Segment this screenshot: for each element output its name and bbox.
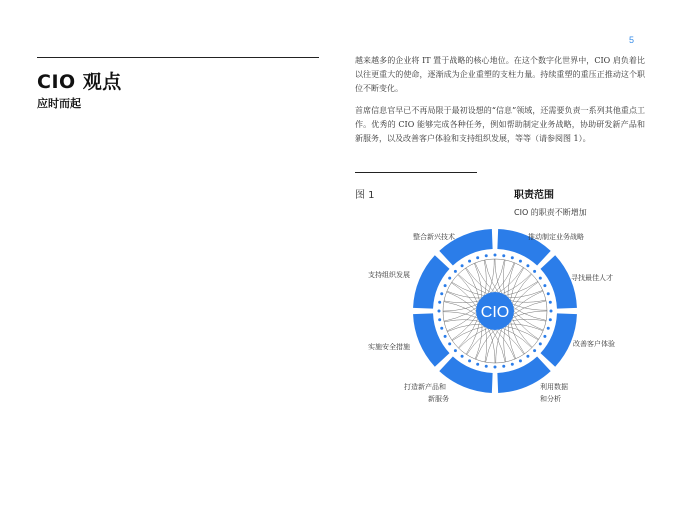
mesh-dot <box>485 254 488 257</box>
segment-label-data-analytics-2: 和分析 <box>540 395 561 403</box>
page-title: CIO 观点 <box>37 71 122 93</box>
mesh-dot <box>539 277 542 280</box>
segment-label-data-analytics-1: 利用数据 <box>540 383 568 391</box>
segment-label-emerging-tech: 整合新兴技术 <box>413 233 455 241</box>
mesh-dot <box>533 270 536 273</box>
mesh-dot <box>539 342 542 345</box>
figure-subtitle: CIO 的职责不断增加 <box>514 208 587 217</box>
segment-label-business-strategy: 推动制定业务战略 <box>528 233 584 241</box>
mesh-dot <box>454 349 457 352</box>
segment-label-customer-experience: 改善客户体验 <box>573 340 615 348</box>
section-rule <box>355 172 477 173</box>
figure-label: 图 1 <box>355 190 375 201</box>
mesh-dot <box>438 301 441 304</box>
mesh-dot <box>549 301 552 304</box>
mesh-dot <box>461 355 464 358</box>
page-number: 5 <box>629 35 635 45</box>
mesh-dot <box>468 260 471 263</box>
body-paragraph: 首席信息官早已不再局限于最初设想的“信息”领域，还需要负责一系列其他重点工作。优秀的 CIO 能够完成各种任务，例如帮助制定业务战略，协助研发新产品和新服务，以及改善客户体验和支持组织发展，等等（请参阅图 1）。 <box>355 106 645 143</box>
segment-label-new-products-1: 打造新产品和 <box>404 383 446 391</box>
mesh-dot <box>547 292 550 295</box>
mesh-dot <box>526 264 529 267</box>
mesh-dot <box>533 349 536 352</box>
page-subtitle: 应时而起 <box>37 97 81 110</box>
mesh-dot <box>511 363 514 366</box>
mesh-dot <box>519 260 522 263</box>
mesh-dot <box>526 355 529 358</box>
mesh-dot <box>494 254 497 257</box>
cio-center-label: CIO <box>480 304 510 321</box>
mesh-dot <box>549 318 552 321</box>
segment-label-new-products-2: 新服务 <box>428 395 449 403</box>
mesh-dot <box>454 270 457 273</box>
mesh-dot <box>448 342 451 345</box>
mesh-dot <box>543 335 546 338</box>
mesh-dot <box>461 264 464 267</box>
figure-title: 职责范围 <box>514 190 554 201</box>
mesh-dot <box>444 284 447 287</box>
mesh-dot <box>511 256 514 259</box>
mesh-dot <box>485 365 488 368</box>
mesh-dot <box>502 254 505 257</box>
mesh-dot <box>476 363 479 366</box>
segment-label-talent: 寻找最佳人才 <box>571 274 613 282</box>
segment-label-org-development: 支持组织发展 <box>368 271 410 279</box>
mesh-dot <box>519 359 522 362</box>
mesh-dot <box>550 310 553 313</box>
mesh-dot <box>444 335 447 338</box>
segment-label-security: 实施安全措施 <box>368 343 410 351</box>
mesh-dot <box>440 327 443 330</box>
title-rule <box>37 57 319 58</box>
mesh-dot <box>494 366 497 369</box>
mesh-dot <box>502 365 505 368</box>
mesh-dot <box>468 359 471 362</box>
mesh-dot <box>476 256 479 259</box>
mesh-dot <box>440 292 443 295</box>
mesh-dot <box>438 318 441 321</box>
responsibility-wheel <box>355 225 645 415</box>
mesh-dot <box>543 284 546 287</box>
intro-paragraph: 越来越多的企业将 IT 置于战略的核心地位。在这个数字化世界中，CIO 肩负着比以往更重大的使命，逐渐成为企业重塑的支柱力量。持续重塑的重压正推动这个职位不断变化。 <box>355 56 645 93</box>
mesh-dot <box>547 327 550 330</box>
mesh-dot <box>438 310 441 313</box>
mesh-dot <box>448 277 451 280</box>
